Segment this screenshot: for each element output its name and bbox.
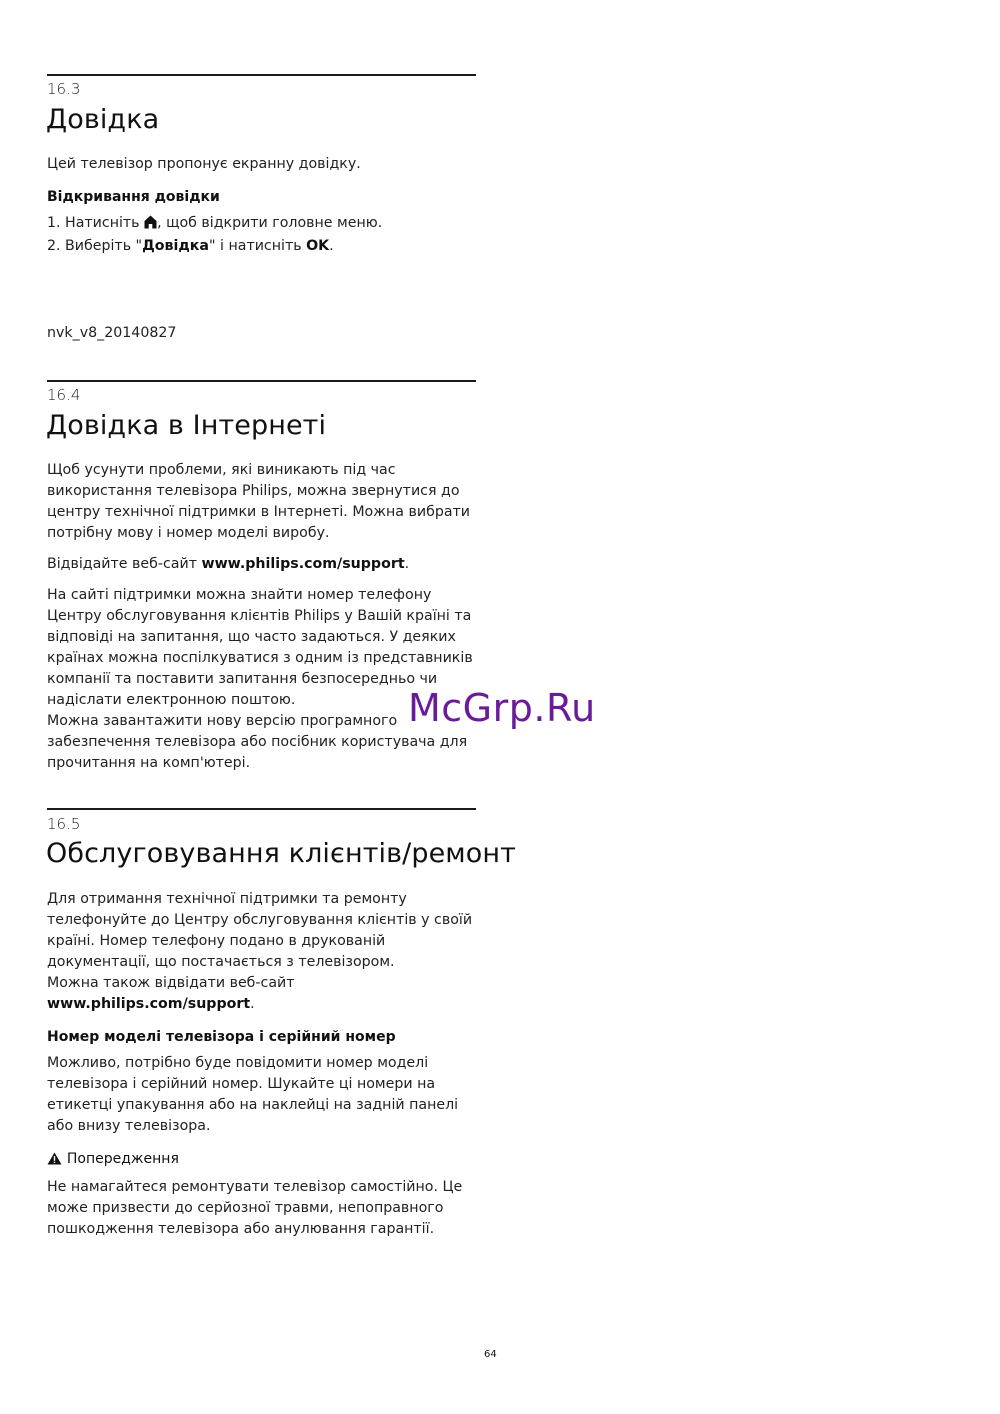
page-number: 64 <box>484 1349 497 1360</box>
section-rule-16-5 <box>47 808 476 810</box>
paragraph-visit-site <box>47 554 477 575</box>
paragraph-visit-site <box>47 973 477 1015</box>
help-label: Довідка <box>142 238 209 254</box>
visit-text: Можна також відвідати веб-сайт <box>47 975 295 991</box>
support-link[interactable]: www.philips.com/support <box>201 556 405 572</box>
section-number: 16.3 <box>47 80 81 98</box>
subheading-model-serial: Номер моделі телевізора і серійний номер <box>47 1029 396 1045</box>
section-rule-16-4 <box>47 380 476 382</box>
paragraph: На сайті підтримки можна знайти номер телефону Центру обслуговування клієнтів Philips у Вашій країні та відповіді на запитання, що часто задаються. У деяких країнах можна поспілкуватися з одним із представників компанії та поставити запитання безпосередньо чи надіслати електронною поштою. <box>47 587 473 708</box>
paragraph: Для отримання технічної підтримки та ремонту телефонуйте до Центру обслуговування клієнтів у своїй країні. Номер телефону подано в друкованій документації, що постачається з телевізором. <box>47 891 473 970</box>
section-16-5-body <box>47 889 477 1240</box>
watermark: McGrp.Ru <box>408 686 596 730</box>
period: . <box>250 996 255 1012</box>
step-1 <box>47 213 477 236</box>
step-2-mid: " і натисніть <box>208 238 307 254</box>
ok-key: OK <box>306 238 330 254</box>
warning-label: Попередження <box>66 1151 179 1167</box>
step-1-post: , щоб відкрити головне меню. <box>157 215 383 231</box>
step-2-pre: 2. Виберіть " <box>47 238 143 254</box>
step-2-end: . <box>329 238 334 254</box>
section-16-3-body <box>47 154 477 257</box>
paragraph: Щоб усунути проблеми, які виникають під час використання телевізора Philips, можна звернутися до центру технічної підтримки в Інтернеті. Можна вибрати потрібну мову і номер моделі виробу. <box>47 462 471 541</box>
version-code: nvk_v8_20140827 <box>47 325 177 341</box>
section-title: Обслуговування клієнтів/ремонт <box>46 838 516 869</box>
section-title: Довідка <box>46 104 160 135</box>
section-number: 16.4 <box>47 386 81 404</box>
visit-text: Відвідайте веб-сайт <box>47 556 202 572</box>
paragraph: Можна завантажити нову версію програмного забезпечення телевізора або посібник користувача для прочитання на комп'ютері. <box>47 713 468 771</box>
paragraph: Можливо, потрібно буде повідомити номер моделі телевізора і серійний номер. Шукайте ці номери на етикетці упакування або на наклейці на задній панелі або внизу телевізора. <box>47 1055 459 1134</box>
warning-paragraph: Не намагайтеся ремонтувати телевізор самостійно. Це може призвести до серйозної травми, непоправного пошкодження телевізора або анулювання гарантії. <box>47 1179 463 1237</box>
section-number: 16.5 <box>47 815 81 833</box>
period: . <box>404 556 410 572</box>
home-icon <box>144 215 157 236</box>
section-rule-16-3 <box>47 74 476 76</box>
step-1-pre: 1. Натисніть <box>47 215 145 231</box>
warning-icon <box>47 1152 62 1169</box>
section-title: Довідка в Інтернеті <box>46 410 327 441</box>
step-2 <box>47 236 477 257</box>
support-link[interactable]: www.philips.com/support <box>47 996 251 1012</box>
subheading-open-help: Відкривання довідки <box>47 189 220 205</box>
intro-paragraph: Цей телевізор пропонує екранну довідку. <box>47 156 361 172</box>
warning-heading <box>47 1151 477 1169</box>
